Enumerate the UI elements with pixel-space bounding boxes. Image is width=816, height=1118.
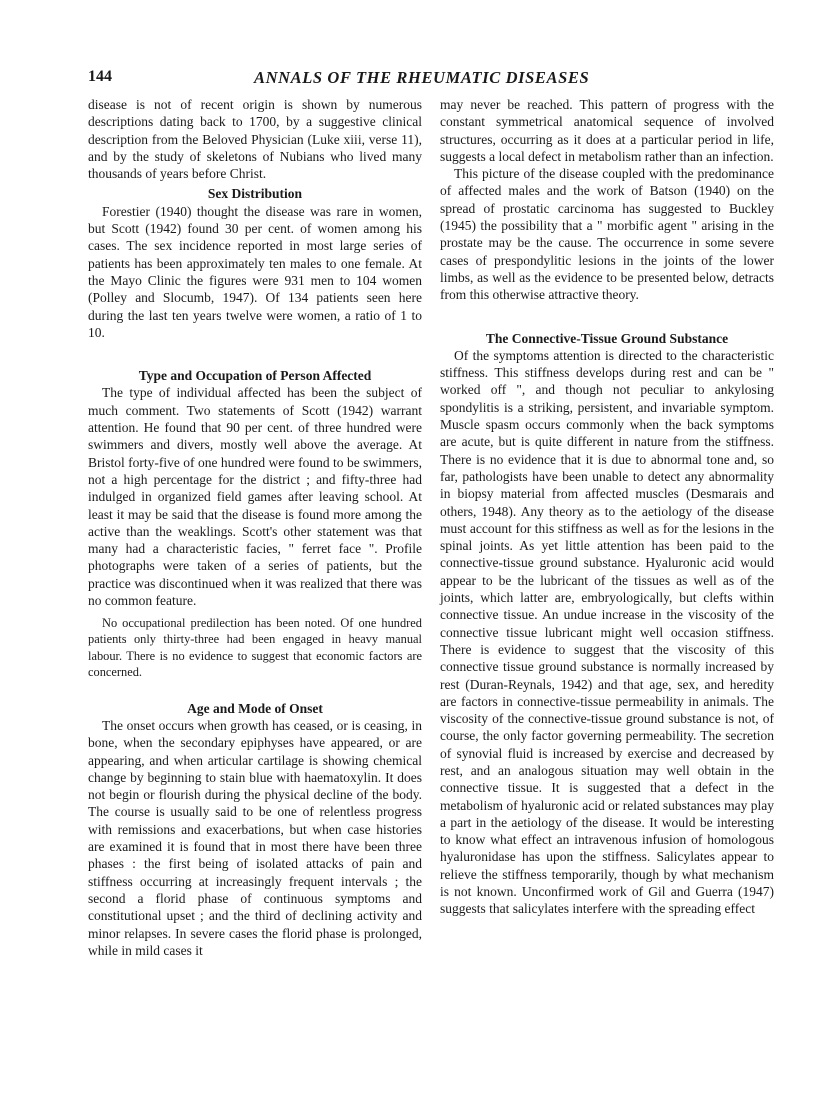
- page-number: 144: [88, 68, 112, 85]
- heading-ground-substance: The Connective-Tissue Ground Substance: [485, 330, 729, 346]
- left-column: [88, 96, 422, 959]
- paragraph-occupation: No occupational predilection has been noted. Of one hundred patients only thirty-three had been engaged in heavy manual labour. There is no evidence to suggest that economic factors are concerned.: [88, 616, 422, 679]
- heading-sex-distribution: Sex Distribution: [207, 186, 303, 202]
- paragraph-morbific-agent: This picture of the disease coupled with the predominance of affected males and the work of Batson (1940) on the spread of prostatic carcinoma has suggested to Buckley (1945) the possibility that a " morbific agent " arising in the prostate may be the cause. The occurrence in some severe cases of prespondylitic lesions in the joints of the lower limbs, as well as the evidence to be presented below, detracts from this otherwise attractive theory.: [440, 166, 774, 303]
- paragraph-sex-distribution: Forestier (1940) thought the disease was rare in women, but Scott (1942) found 30 per cent. of women among his cases. The sex incidence reported in most large series of patients has been approximately ten males to one female. At the Mayo Clinic the figures were 931 men to 104 women (Polley and Slocumb, 1947). Of 134 patients seen here during the last ten years twelve were women, a ratio of 1 to 10.: [88, 203, 422, 340]
- paragraph-progress-pattern: may never be reached. This pattern of progress with the constant symmetrical anatomical sequence of involved structures, occurring as it does at a particular period in life, suggests a local defect in metabolism rather than an infection.: [440, 97, 774, 164]
- paragraph-onset: The onset occurs when growth has ceased, or is ceasing, in bone, when the secondary epiphyses have appeared, or are appearing, and when articular cartilage is showing chemical change by beginning to stain blue with haematoxylin. It does not begin or flourish during the physical decline of the body. The course is usually said to be one of relentless progress with remissions and exacerbations, but when case histories are examined it is found that in most there have been three phases : the first being of isolated attacks of pain and stiffness occurring at increasingly frequent intervals ; the second a florid phase of continuous symptoms and constitutional upset ; and the third of declining activity and minor relapses. In severe cases the florid phase is prolonged, while in mild cases it: [88, 717, 422, 958]
- paragraph-history-continued: disease is not of recent origin is shown by numerous descriptions dating back to 1700, by a suggestive clinical description from the Beloved Physician (Luke xiii, verse 11), and by the study of skeletons of Nubians who lived many thousands of years before Christ.: [88, 97, 422, 182]
- heading-type-occupation: Type and Occupation of Person Affected: [138, 368, 372, 384]
- journal-title: ANNALS OF THE RHEUMATIC DISEASES: [254, 68, 590, 87]
- running-header: [88, 68, 774, 92]
- heading-age-onset: Age and Mode of Onset: [187, 700, 323, 716]
- paragraph-stiffness: Of the symptoms attention is directed to the characteristic stiffness. This stiffness develops during rest and can be " worked off ", and though not peculiar to ankylosing spondylitis is a striking, persistent, and invariable symptom. Muscle spasm occurs commonly when the back symptoms are acute, but is quite different in nature from the stiffness. There is no evidence that it is due to abnormal tone and, so far, pathologists have been unable to detect any abnormality in biopsy material from affected muscles (Desmarais and others, 1948). Any theory as to the aetiology of the disease must account for this stiffness as well as for the lesions in the spinal joints. As yet little attention has been paid to the connective-tissue ground substance. Hyaluronic acid would appear to be the lubricant of the tissues as well as of the joints, which latter are, embryologically, but clefts within connective tissue. An undue increase in the viscosity of the connective tissue lubricant might well occasion stiffness. There is evidence to suggest that the viscosity of this connective tissue ground substance is normally increased by rest (Duran-Reynals, 1942) and that age, sex, and heredity are factors in connective-tissue permeability in animals. The viscosity of the connective-tissue ground substance is not, of course, the only factor governing permeability. The secretion of synovial fluid is increased by exercise and decreased by rest, and an analogous situation may well obtain in the connective tissue. It is suggested that a defect in the metabolism of hyaluronic acid or related substances may play a part in the aetiology of the disease. It would be interesting to know what effect an intravenous infusion of homologous hyaluronidase has upon the stiffness. Salicylates appear to relieve the stiffness temporarily, though by what mechanism is not known. Unconfirmed work of Gil and Guerra (1947) suggests that salicylates interfere with the spreading effect: [440, 347, 774, 917]
- paragraph-type-affected: The type of individual affected has been the subject of much comment. Two statements of Scott (1942) warrant attention. He found that 90 per cent. of three hundred were swimmers and divers, mostly well above the average. At Bristol forty-five of one hundred were found to be swimmers, not a high percentage for the district ; and fifty-three had indulged in organized field games after leaving school. At least it may be said that the disease is found more among the active than the weaklings. Scott's other statement was that many had a characteristic facies, " ferret face ". Profile photographs were taken of a series of patients, but the practice was discontinued when it was realized that there was no common feature.: [88, 385, 422, 609]
- right-column: [440, 96, 774, 918]
